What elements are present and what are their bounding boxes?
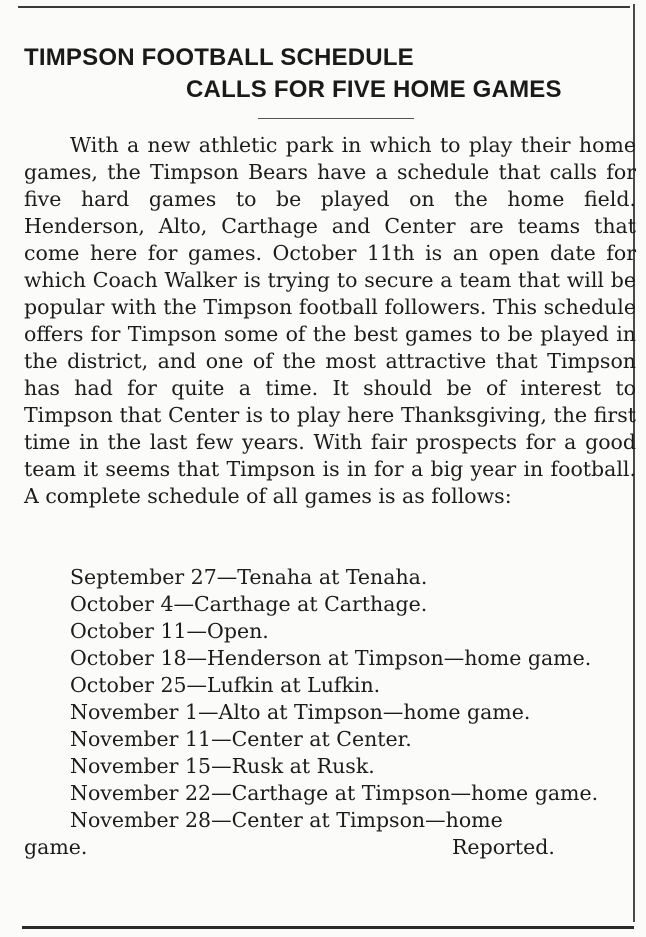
schedule-item: October 18—Henderson at Timpson—home game. xyxy=(70,646,592,670)
schedule-item: November 15—Rusk at Rusk. xyxy=(70,754,375,778)
schedule-list xyxy=(24,564,636,861)
schedule-item: October 25—Lufkin at Lufkin. xyxy=(70,673,381,697)
headline-line-2: CALLS FOR FIVE HOME GAMES xyxy=(186,76,562,103)
signoff: Reported. xyxy=(452,835,555,859)
schedule-item: October 11—Open. xyxy=(70,619,269,643)
bottom-border-rule xyxy=(22,926,634,929)
last-line-start: game. xyxy=(24,835,88,859)
headline-divider xyxy=(258,118,414,120)
top-border-rule xyxy=(18,6,630,8)
schedule-item: September 27—Tenaha at Tenaha. xyxy=(70,565,428,589)
article-body: With a new athletic park in which to play their home games, the Timpson Bears have a schedule that calls for five hard games to be played on the home field. Henderson, Alto, Carthage and Center are teams that come here for games. October 11th is an open date for which Coach Walker is trying to secure a team that will be popular with the Timpson football followers. This schedule offers for Timpson some of the best games to be played in the district, and one of the most attractive that Timpson has had for quite a time. It should be of interest to Timpson that Center is to play here Thanksgiving, the first time in the last few years. With fair prospects for a good team it seems that Timpson is in for a big year in football. A complete schedule of all games is as follows: xyxy=(24,133,636,508)
schedule-item: November 1—Alto at Timpson—home game. xyxy=(70,700,531,724)
schedule-item: November 22—Carthage at Timpson—home game. xyxy=(70,781,599,805)
schedule-item: October 4—Carthage at Carthage. xyxy=(70,592,428,616)
signoff-line xyxy=(24,834,636,861)
schedule-item: November 28—Center at Timpson—home xyxy=(70,808,503,832)
schedule-item: November 11—Center at Center. xyxy=(70,727,412,751)
headline-line-1: TIMPSON FOOTBALL SCHEDULE xyxy=(24,44,414,71)
